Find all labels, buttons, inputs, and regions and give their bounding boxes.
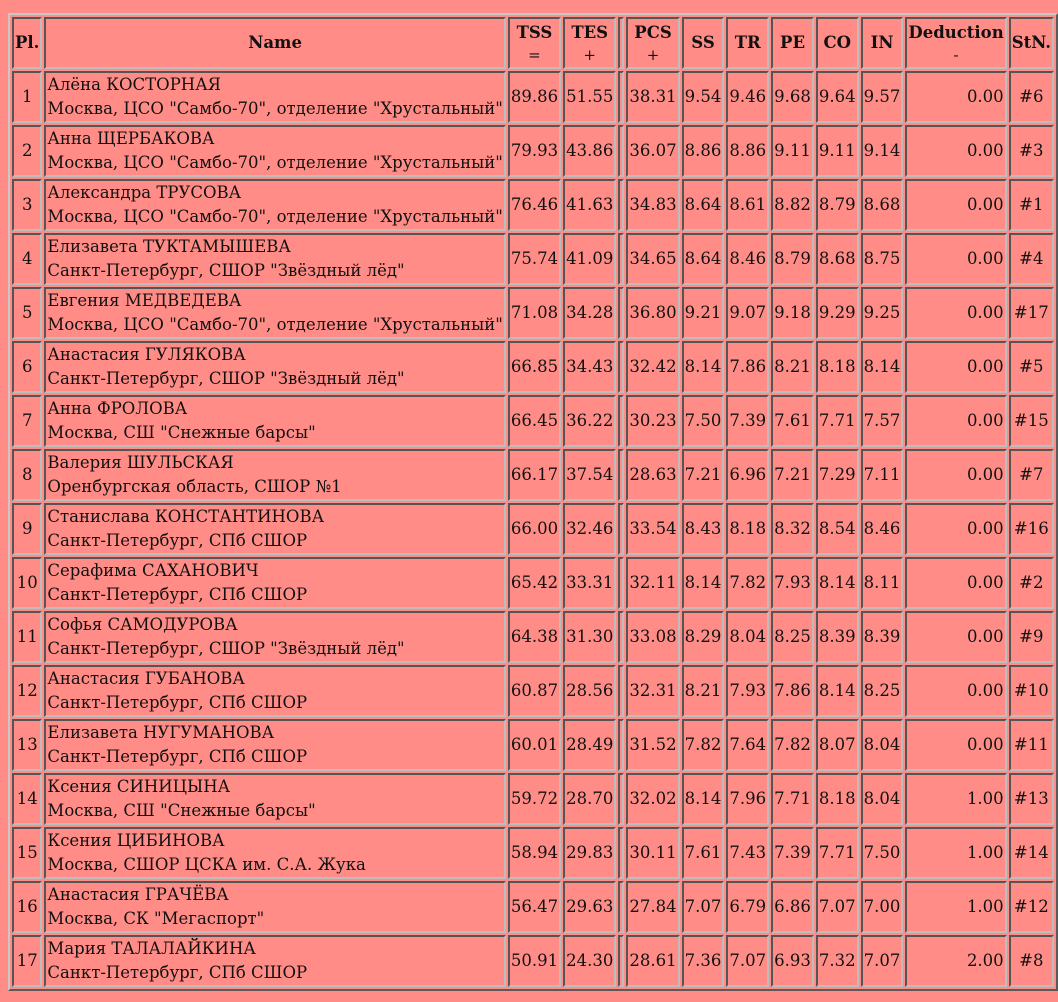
tss-cell: 66.45 <box>508 395 561 447</box>
co-cell: 8.18 <box>816 773 859 825</box>
skater-club: Москва, ЦСО "Самбо-70", отделение "Хрустальный" <box>47 207 503 226</box>
skater-name: Елизавета НУГУМАНОВА <box>47 723 275 742</box>
place-cell: 3 <box>12 179 42 231</box>
in-cell: 8.25 <box>861 665 904 717</box>
table-row <box>12 449 1054 501</box>
separator-cell <box>618 719 624 771</box>
skater-name: Анна ФРОЛОВА <box>47 399 188 418</box>
skater-name: Ксения СИНИЦЫНА <box>47 777 231 796</box>
tss-cell: 58.94 <box>508 827 561 879</box>
col-tes <box>563 17 616 69</box>
col-start-number: StN. <box>1009 17 1054 69</box>
ss-cell: 8.29 <box>682 611 725 663</box>
place-cell: 7 <box>12 395 42 447</box>
place-cell: 5 <box>12 287 42 339</box>
tes-cell: 43.86 <box>563 125 616 177</box>
start-number-cell: #8 <box>1009 935 1054 987</box>
col-in: IN <box>861 17 904 69</box>
deduction-cell: 0.00 <box>905 449 1006 501</box>
table-row <box>12 503 1054 555</box>
tss-cell: 66.85 <box>508 341 561 393</box>
co-cell: 9.11 <box>816 125 859 177</box>
col-tss-op: = <box>528 46 541 64</box>
tr-cell: 7.82 <box>726 557 769 609</box>
results-body <box>12 71 1054 987</box>
tr-cell: 7.93 <box>726 665 769 717</box>
skater-name: Станислава КОНСТАНТИНОВА <box>47 507 325 526</box>
tr-cell: 8.04 <box>726 611 769 663</box>
pe-cell: 8.25 <box>771 611 814 663</box>
col-pcs-label: PCS <box>634 23 672 42</box>
name-cell <box>44 341 505 393</box>
place-cell: 14 <box>12 773 42 825</box>
tes-cell: 36.22 <box>563 395 616 447</box>
pe-cell: 7.86 <box>771 665 814 717</box>
skater-club: Москва, СШ "Снежные барсы" <box>47 801 316 820</box>
deduction-cell: 1.00 <box>905 827 1006 879</box>
start-number-cell: #17 <box>1009 287 1054 339</box>
ss-cell: 8.21 <box>682 665 725 717</box>
pcs-cell: 32.02 <box>626 773 679 825</box>
tes-cell: 33.31 <box>563 557 616 609</box>
tr-cell: 9.46 <box>726 71 769 123</box>
in-cell: 8.14 <box>861 341 904 393</box>
col-tss <box>508 17 561 69</box>
separator-cell <box>618 881 624 933</box>
pcs-cell: 32.11 <box>626 557 679 609</box>
in-cell: 7.57 <box>861 395 904 447</box>
pcs-cell: 28.61 <box>626 935 679 987</box>
table-row <box>12 71 1054 123</box>
deduction-cell: 0.00 <box>905 665 1006 717</box>
ss-cell: 8.14 <box>682 773 725 825</box>
ss-cell: 9.21 <box>682 287 725 339</box>
table-row <box>12 935 1054 987</box>
separator-cell <box>618 179 624 231</box>
place-cell: 12 <box>12 665 42 717</box>
pe-cell: 6.93 <box>771 935 814 987</box>
tss-cell: 50.91 <box>508 935 561 987</box>
start-number-cell: #10 <box>1009 665 1054 717</box>
tr-cell: 8.46 <box>726 233 769 285</box>
separator-cell <box>618 557 624 609</box>
table-row <box>12 827 1054 879</box>
tes-cell: 34.43 <box>563 341 616 393</box>
pe-cell: 6.86 <box>771 881 814 933</box>
co-cell: 8.18 <box>816 341 859 393</box>
deduction-cell: 0.00 <box>905 395 1006 447</box>
separator-cell <box>618 233 624 285</box>
name-cell <box>44 827 505 879</box>
tes-cell: 29.63 <box>563 881 616 933</box>
pcs-cell: 30.23 <box>626 395 679 447</box>
skater-club: Санкт-Петербург, СШОР "Звёздный лёд" <box>47 369 405 388</box>
deduction-cell: 0.00 <box>905 233 1006 285</box>
pcs-cell: 34.65 <box>626 233 679 285</box>
co-cell: 7.07 <box>816 881 859 933</box>
col-pcs <box>626 17 679 69</box>
ss-cell: 7.21 <box>682 449 725 501</box>
col-pe: PE <box>771 17 814 69</box>
deduction-cell: 0.00 <box>905 125 1006 177</box>
tes-cell: 28.49 <box>563 719 616 771</box>
tss-cell: 66.17 <box>508 449 561 501</box>
ss-cell: 8.64 <box>682 233 725 285</box>
name-cell <box>44 449 505 501</box>
skater-club: Санкт-Петербург, СПб СШОР <box>47 531 308 550</box>
pcs-cell: 33.08 <box>626 611 679 663</box>
ss-cell: 8.43 <box>682 503 725 555</box>
name-cell <box>44 935 505 987</box>
in-cell: 8.11 <box>861 557 904 609</box>
pcs-cell: 33.54 <box>626 503 679 555</box>
separator-cell <box>618 341 624 393</box>
tes-cell: 51.55 <box>563 71 616 123</box>
start-number-cell: #3 <box>1009 125 1054 177</box>
name-cell <box>44 557 505 609</box>
place-cell: 1 <box>12 71 42 123</box>
ss-cell: 8.14 <box>682 341 725 393</box>
place-cell: 10 <box>12 557 42 609</box>
skater-name: Елизавета ТУКТАМЫШЕВА <box>47 237 291 256</box>
skater-name: Анна ЩЕРБАКОВА <box>47 129 215 148</box>
in-cell: 8.46 <box>861 503 904 555</box>
pcs-cell: 34.83 <box>626 179 679 231</box>
name-cell <box>44 233 505 285</box>
tr-cell: 6.79 <box>726 881 769 933</box>
ss-cell: 8.14 <box>682 557 725 609</box>
tss-cell: 79.93 <box>508 125 561 177</box>
start-number-cell: #7 <box>1009 449 1054 501</box>
separator-cell <box>618 395 624 447</box>
skater-name: Мария ТАЛАЛАЙКИНА <box>47 939 256 958</box>
place-cell: 13 <box>12 719 42 771</box>
header-row <box>12 17 1054 69</box>
col-tes-label: TES <box>571 23 609 42</box>
co-cell: 8.39 <box>816 611 859 663</box>
place-cell: 8 <box>12 449 42 501</box>
name-cell <box>44 611 505 663</box>
pe-cell: 8.21 <box>771 341 814 393</box>
tr-cell: 7.86 <box>726 341 769 393</box>
tss-cell: 60.87 <box>508 665 561 717</box>
place-cell: 6 <box>12 341 42 393</box>
in-cell: 9.25 <box>861 287 904 339</box>
place-cell: 16 <box>12 881 42 933</box>
skater-club: Москва, ЦСО "Самбо-70", отделение "Хрустальный" <box>47 153 503 172</box>
co-cell: 9.64 <box>816 71 859 123</box>
skater-club: Москва, СК "Мегаспорт" <box>47 909 265 928</box>
skater-name: Анастасия ГУБАНОВА <box>47 669 245 688</box>
tss-cell: 89.86 <box>508 71 561 123</box>
pe-cell: 8.82 <box>771 179 814 231</box>
co-cell: 7.71 <box>816 395 859 447</box>
table-row <box>12 125 1054 177</box>
deduction-cell: 2.00 <box>905 935 1006 987</box>
deduction-cell: 0.00 <box>905 287 1006 339</box>
skater-club: Москва, ЦСО "Самбо-70", отделение "Хрустальный" <box>47 99 503 118</box>
tes-cell: 37.54 <box>563 449 616 501</box>
deduction-cell: 0.00 <box>905 557 1006 609</box>
tss-cell: 65.42 <box>508 557 561 609</box>
start-number-cell: #12 <box>1009 881 1054 933</box>
in-cell: 9.14 <box>861 125 904 177</box>
in-cell: 8.04 <box>861 773 904 825</box>
start-number-cell: #1 <box>1009 179 1054 231</box>
place-cell: 17 <box>12 935 42 987</box>
table-row <box>12 233 1054 285</box>
separator-cell <box>618 503 624 555</box>
tr-cell: 8.86 <box>726 125 769 177</box>
tss-cell: 60.01 <box>508 719 561 771</box>
tes-cell: 24.30 <box>563 935 616 987</box>
skater-club: Москва, СШОР ЦСКА им. С.А. Жука <box>47 855 366 874</box>
in-cell: 8.04 <box>861 719 904 771</box>
pcs-cell: 28.63 <box>626 449 679 501</box>
ss-cell: 7.36 <box>682 935 725 987</box>
name-cell <box>44 881 505 933</box>
col-pcs-op: + <box>646 46 660 64</box>
skater-name: Ксения ЦИБИНОВА <box>47 831 225 850</box>
pcs-cell: 27.84 <box>626 881 679 933</box>
name-cell <box>44 719 505 771</box>
skater-name: Серафима САХАНОВИЧ <box>47 561 259 580</box>
separator-cell <box>618 773 624 825</box>
table-row <box>12 557 1054 609</box>
tes-cell: 34.28 <box>563 287 616 339</box>
table-row <box>12 179 1054 231</box>
skater-name: Софья САМОДУРОВА <box>47 615 238 634</box>
pcs-cell: 30.11 <box>626 827 679 879</box>
pe-cell: 7.39 <box>771 827 814 879</box>
skater-name: Евгения МЕДВЕДЕВА <box>47 291 242 310</box>
separator-cell <box>618 71 624 123</box>
deduction-cell: 0.00 <box>905 71 1006 123</box>
in-cell: 8.39 <box>861 611 904 663</box>
co-cell: 8.54 <box>816 503 859 555</box>
pcs-cell: 32.42 <box>626 341 679 393</box>
start-number-cell: #4 <box>1009 233 1054 285</box>
deduction-cell: 0.00 <box>905 611 1006 663</box>
start-number-cell: #6 <box>1009 71 1054 123</box>
start-number-cell: #15 <box>1009 395 1054 447</box>
tes-cell: 41.63 <box>563 179 616 231</box>
in-cell: 9.57 <box>861 71 904 123</box>
start-number-cell: #5 <box>1009 341 1054 393</box>
separator-cell <box>618 935 624 987</box>
tr-cell: 8.18 <box>726 503 769 555</box>
pe-cell: 7.93 <box>771 557 814 609</box>
tss-cell: 76.46 <box>508 179 561 231</box>
co-cell: 8.14 <box>816 557 859 609</box>
tr-cell: 7.07 <box>726 935 769 987</box>
skater-club: Санкт-Петербург, СПб СШОР <box>47 585 308 604</box>
table-row <box>12 395 1054 447</box>
co-cell: 9.29 <box>816 287 859 339</box>
separator-cell <box>618 827 624 879</box>
in-cell: 7.11 <box>861 449 904 501</box>
skater-name: Валерия ШУЛЬСКАЯ <box>47 453 234 472</box>
deduction-cell: 1.00 <box>905 881 1006 933</box>
col-tss-label: TSS <box>516 23 553 42</box>
pcs-cell: 38.31 <box>626 71 679 123</box>
pe-cell: 7.82 <box>771 719 814 771</box>
col-tr: TR <box>726 17 769 69</box>
ss-cell: 7.61 <box>682 827 725 879</box>
start-number-cell: #16 <box>1009 503 1054 555</box>
name-cell <box>44 395 505 447</box>
tes-cell: 28.56 <box>563 665 616 717</box>
tr-cell: 7.43 <box>726 827 769 879</box>
pe-cell: 7.61 <box>771 395 814 447</box>
start-number-cell: #9 <box>1009 611 1054 663</box>
place-cell: 2 <box>12 125 42 177</box>
skater-club: Москва, СШ "Снежные барсы" <box>47 423 316 442</box>
tss-cell: 56.47 <box>508 881 561 933</box>
skater-club: Санкт-Петербург, СШОР "Звёздный лёд" <box>47 261 405 280</box>
tes-cell: 41.09 <box>563 233 616 285</box>
tss-cell: 75.74 <box>508 233 561 285</box>
tes-cell: 32.46 <box>563 503 616 555</box>
table-row <box>12 881 1054 933</box>
deduction-cell: 0.00 <box>905 503 1006 555</box>
in-cell: 7.00 <box>861 881 904 933</box>
tr-cell: 7.39 <box>726 395 769 447</box>
table-row <box>12 773 1054 825</box>
place-cell: 15 <box>12 827 42 879</box>
pcs-cell: 36.07 <box>626 125 679 177</box>
skater-name: Александра ТРУСОВА <box>47 183 242 202</box>
co-cell: 8.14 <box>816 665 859 717</box>
separator-cell <box>618 665 624 717</box>
name-cell <box>44 665 505 717</box>
ss-cell: 7.50 <box>682 395 725 447</box>
place-cell: 4 <box>12 233 42 285</box>
table-row <box>12 341 1054 393</box>
col-deduction-label: Deduction <box>908 23 1004 42</box>
tss-cell: 64.38 <box>508 611 561 663</box>
col-co: CO <box>816 17 859 69</box>
pe-cell: 8.79 <box>771 233 814 285</box>
in-cell: 8.68 <box>861 179 904 231</box>
ss-cell: 8.86 <box>682 125 725 177</box>
deduction-cell: 0.00 <box>905 341 1006 393</box>
skater-name: Анастасия ГУЛЯКОВА <box>47 345 246 364</box>
separator-cell <box>618 611 624 663</box>
table-row <box>12 719 1054 771</box>
ss-cell: 9.54 <box>682 71 725 123</box>
skater-club: Санкт-Петербург, СШОР "Звёздный лёд" <box>47 639 405 658</box>
skater-club: Оренбургская область, СШОР №1 <box>47 477 342 496</box>
place-cell: 9 <box>12 503 42 555</box>
separator-cell <box>618 287 624 339</box>
skater-club: Санкт-Петербург, СПб СШОР <box>47 963 308 982</box>
co-cell: 8.68 <box>816 233 859 285</box>
tr-cell: 8.61 <box>726 179 769 231</box>
skater-club: Санкт-Петербург, СПб СШОР <box>47 747 308 766</box>
results-table <box>8 13 1058 991</box>
pe-cell: 8.32 <box>771 503 814 555</box>
start-number-cell: #13 <box>1009 773 1054 825</box>
pe-cell: 7.71 <box>771 773 814 825</box>
separator-cell <box>618 125 624 177</box>
in-cell: 8.75 <box>861 233 904 285</box>
tr-cell: 9.07 <box>726 287 769 339</box>
co-cell: 7.71 <box>816 827 859 879</box>
deduction-cell: 0.00 <box>905 179 1006 231</box>
pcs-cell: 31.52 <box>626 719 679 771</box>
col-tes-op: + <box>583 46 596 64</box>
co-cell: 8.07 <box>816 719 859 771</box>
skater-club: Москва, ЦСО "Самбо-70", отделение "Хрустальный" <box>47 315 503 334</box>
deduction-cell: 1.00 <box>905 773 1006 825</box>
col-place: Pl. <box>12 17 42 69</box>
ss-cell: 8.64 <box>682 179 725 231</box>
tes-cell: 31.30 <box>563 611 616 663</box>
deduction-cell: 0.00 <box>905 719 1006 771</box>
skater-name: Алёна КОСТОРНАЯ <box>47 75 222 94</box>
pe-cell: 9.18 <box>771 287 814 339</box>
pcs-cell: 32.31 <box>626 665 679 717</box>
pe-cell: 9.68 <box>771 71 814 123</box>
separator-cell <box>618 449 624 501</box>
name-cell <box>44 287 505 339</box>
tes-cell: 29.83 <box>563 827 616 879</box>
table-row <box>12 611 1054 663</box>
place-cell: 11 <box>12 611 42 663</box>
start-number-cell: #14 <box>1009 827 1054 879</box>
col-deduction <box>905 17 1006 69</box>
name-cell <box>44 179 505 231</box>
ss-cell: 7.82 <box>682 719 725 771</box>
co-cell: 7.29 <box>816 449 859 501</box>
tr-cell: 7.96 <box>726 773 769 825</box>
table-row <box>12 665 1054 717</box>
col-separator <box>618 17 624 69</box>
ss-cell: 7.07 <box>682 881 725 933</box>
pe-cell: 7.21 <box>771 449 814 501</box>
col-name: Name <box>44 17 505 69</box>
tss-cell: 59.72 <box>508 773 561 825</box>
tr-cell: 6.96 <box>726 449 769 501</box>
skater-name: Анастасия ГРАЧЁВА <box>47 885 229 904</box>
name-cell <box>44 71 505 123</box>
pe-cell: 9.11 <box>771 125 814 177</box>
start-number-cell: #2 <box>1009 557 1054 609</box>
in-cell: 7.07 <box>861 935 904 987</box>
col-ss: SS <box>682 17 725 69</box>
col-deduction-op: - <box>953 46 959 64</box>
co-cell: 7.32 <box>816 935 859 987</box>
co-cell: 8.79 <box>816 179 859 231</box>
tes-cell: 28.70 <box>563 773 616 825</box>
tss-cell: 71.08 <box>508 287 561 339</box>
name-cell <box>44 125 505 177</box>
start-number-cell: #11 <box>1009 719 1054 771</box>
tr-cell: 7.64 <box>726 719 769 771</box>
name-cell <box>44 773 505 825</box>
in-cell: 7.50 <box>861 827 904 879</box>
name-cell <box>44 503 505 555</box>
pcs-cell: 36.80 <box>626 287 679 339</box>
skater-club: Санкт-Петербург, СПб СШОР <box>47 693 308 712</box>
table-row <box>12 287 1054 339</box>
tss-cell: 66.00 <box>508 503 561 555</box>
